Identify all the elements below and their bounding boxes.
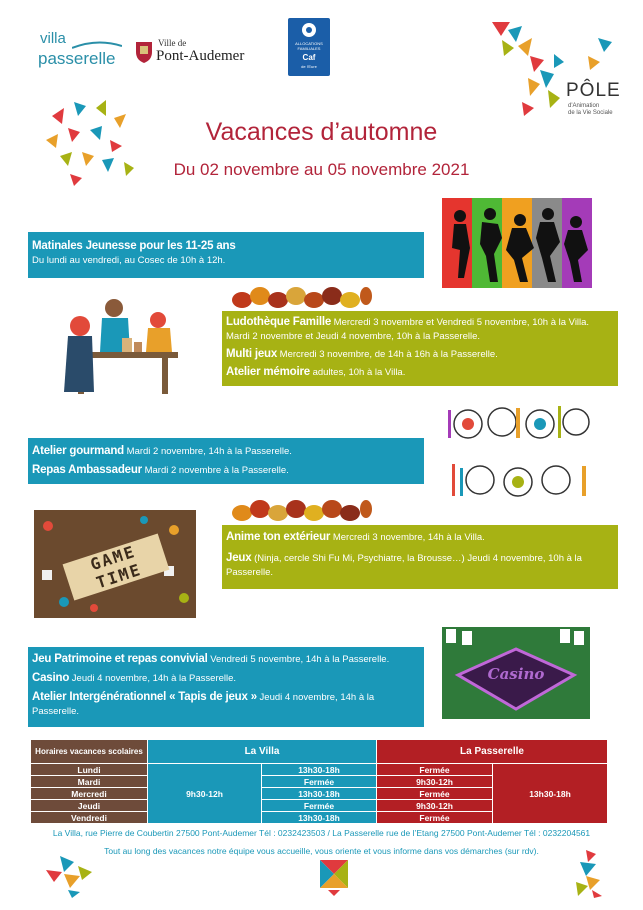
ludo-title: Ludothèque Famille [226, 316, 332, 328]
villa-afternoon-cell: Fermée [262, 800, 377, 812]
pole-title: PÔLE [566, 80, 621, 101]
anime-panel [222, 525, 618, 589]
ludo-text: Mercredi 3 novembre et Vendredi 5 novembre, 10h à la Villa. Mardi 2 novembre et Jeudi 4 novembre, 10h à la Passerelle. [226, 317, 590, 342]
pont-audemer-label: Pont-Audemer [156, 48, 245, 64]
passerelle-header-cell: La Passerelle [377, 740, 608, 764]
sports-silhouettes-image [442, 198, 592, 288]
multi-row [226, 347, 614, 362]
casino-text: Casino [487, 665, 545, 683]
day-cell: Mercredi [31, 788, 148, 800]
multi-title: Multi jeux [226, 348, 278, 360]
passerelle-morning-cell: 9h30-12h [377, 776, 493, 788]
ludo-row [226, 315, 614, 344]
anime-row [226, 530, 614, 545]
jeux-text: (Ninja, cercle Shi Fu Mi, Psychiatre, la Brousse…) Jeudi 4 novembre, 10h à la Passerelle. [226, 553, 582, 578]
crest-icon [134, 40, 154, 64]
caf-emblem-icon [297, 21, 321, 39]
villa-afternoon-cell: 13h30-18h [262, 764, 377, 776]
gourmand-title: Atelier gourmand [32, 445, 125, 457]
memoire-row [226, 365, 614, 380]
casino-text-line: Jeudi 4 novembre, 14h à la Passerelle. [71, 673, 237, 684]
passerelle-morning-cell: Fermée [377, 764, 493, 776]
casino-row [32, 671, 420, 686]
caf-line2: FAMILIALES [297, 46, 321, 51]
pole-sub2: de la Vie Sociale [568, 110, 613, 116]
pole-logo [488, 16, 628, 120]
jeux-title: Jeux [226, 552, 252, 564]
tangram-runner-icon [572, 848, 606, 900]
villa-morning-cell: 9h30-12h [148, 764, 262, 824]
passerelle-morning-cell: Fermée [377, 812, 493, 824]
family-playing-illustration [58, 292, 188, 398]
villa-passerelle-logo [38, 30, 128, 74]
autumn-leaves-banner-2 [232, 497, 372, 525]
passerelle-morning-cell: 9h30-12h [377, 800, 493, 812]
footer-addresses: La Villa, rue Pierre de Coubertin 27500 Pont-Audemer Tél : 0232423503 / La Passerelle rue de l’Etang 27500 Pont-Audemer Tél : 0232204561 [52, 828, 591, 838]
villa-logo-line2: passerelle [38, 49, 116, 68]
passerelle-afternoon-cell: 13h30-18h [493, 764, 608, 824]
repas-title: Repas Ambassadeur [32, 464, 142, 476]
matinales-panel [28, 232, 424, 278]
hours-header-cell: Horaires vacances scolaires [31, 740, 148, 764]
tangram-square-icon [318, 858, 350, 898]
pole-sub1: d'Animation [568, 103, 600, 109]
game-time-text: GAME TIME [63, 533, 170, 600]
memoire-text: adultes, 10h à la Villa. [312, 367, 406, 378]
page-title: Vacances d’automne [205, 118, 438, 146]
memoire-title: Atelier mémoire [226, 366, 310, 378]
villa-afternoon-cell: Fermée [262, 776, 377, 788]
kitchen-utensils-image-bottom [440, 460, 600, 502]
repas-text: Mardi 2 novembre à la Passerelle. [144, 465, 289, 476]
day-cell: Jeudi [31, 800, 148, 812]
passerelle-morning-cell: Fermée [377, 788, 493, 800]
caf-line1: ALLOCATIONS [295, 41, 323, 46]
jeux-row [226, 551, 614, 580]
matinales-title: Matinales Jeunesse pour les 11-25 ans [32, 240, 236, 252]
day-cell: Vendredi [31, 812, 148, 824]
interg-row [32, 690, 420, 719]
ville-de-label: Ville de [158, 38, 187, 48]
day-cell: Mardi [31, 776, 148, 788]
footer-message: Tout au long des vacances notre équipe vous accueille, vous oriente et vous informe dans vos démarches (sur rdv). [104, 846, 539, 856]
caf-line3: Caf [302, 53, 316, 62]
anime-title: Anime ton extérieur [226, 531, 331, 543]
ludotheque-panel [222, 311, 618, 386]
hours-table [30, 739, 608, 824]
casino-image [442, 627, 590, 719]
tangram-figure-icon [488, 16, 628, 120]
multi-text: Mercredi 3 novembre, de 14h à 16h à la Passerelle. [279, 349, 498, 360]
gourmand-row [32, 444, 420, 459]
interg-title: Atelier Intergénérationnel « Tapis de jeux » [32, 691, 257, 703]
day-cell: Lundi [31, 764, 148, 776]
matinales-text: Du lundi au vendredi, au Cosec de 10h à 12h. [32, 255, 226, 266]
patrimoine-row [32, 652, 420, 667]
patrimoine-text: Vendredi 5 novembre, 14h à la Passerelle. [210, 654, 390, 665]
gourmand-text: Mardi 2 novembre, 14h à la Passerelle. [126, 446, 292, 457]
tangram-bird-icon [40, 852, 100, 900]
autumn-leaves-banner [232, 284, 372, 312]
kitchen-utensils-image-top [440, 402, 600, 444]
villa-afternoon-cell: 13h30-18h [262, 788, 377, 800]
repas-row [32, 463, 420, 478]
villa-afternoon-cell: 13h30-18h [262, 812, 377, 824]
villa-header-cell: La Villa [148, 740, 377, 764]
patrimoine-title: Jeu Patrimoine et repas convivial [32, 653, 208, 665]
casino-title: Casino [32, 672, 70, 684]
patrimoine-panel [28, 647, 424, 727]
interg-text: Jeudi 4 novembre, 14h à la Passerelle. [32, 692, 375, 717]
villa-logo-line1: villa [40, 30, 66, 47]
caf-logo [288, 18, 330, 76]
pont-audemer-logo [134, 38, 266, 70]
caf-line4: de l'Eure [301, 64, 317, 69]
anime-text: Mercredi 3 novembre, 14h à la Villa. [332, 532, 485, 543]
page-subtitle: Du 02 novembre au 05 novembre 2021 [173, 160, 470, 179]
game-time-image [34, 510, 196, 618]
gourmand-panel [28, 438, 424, 484]
